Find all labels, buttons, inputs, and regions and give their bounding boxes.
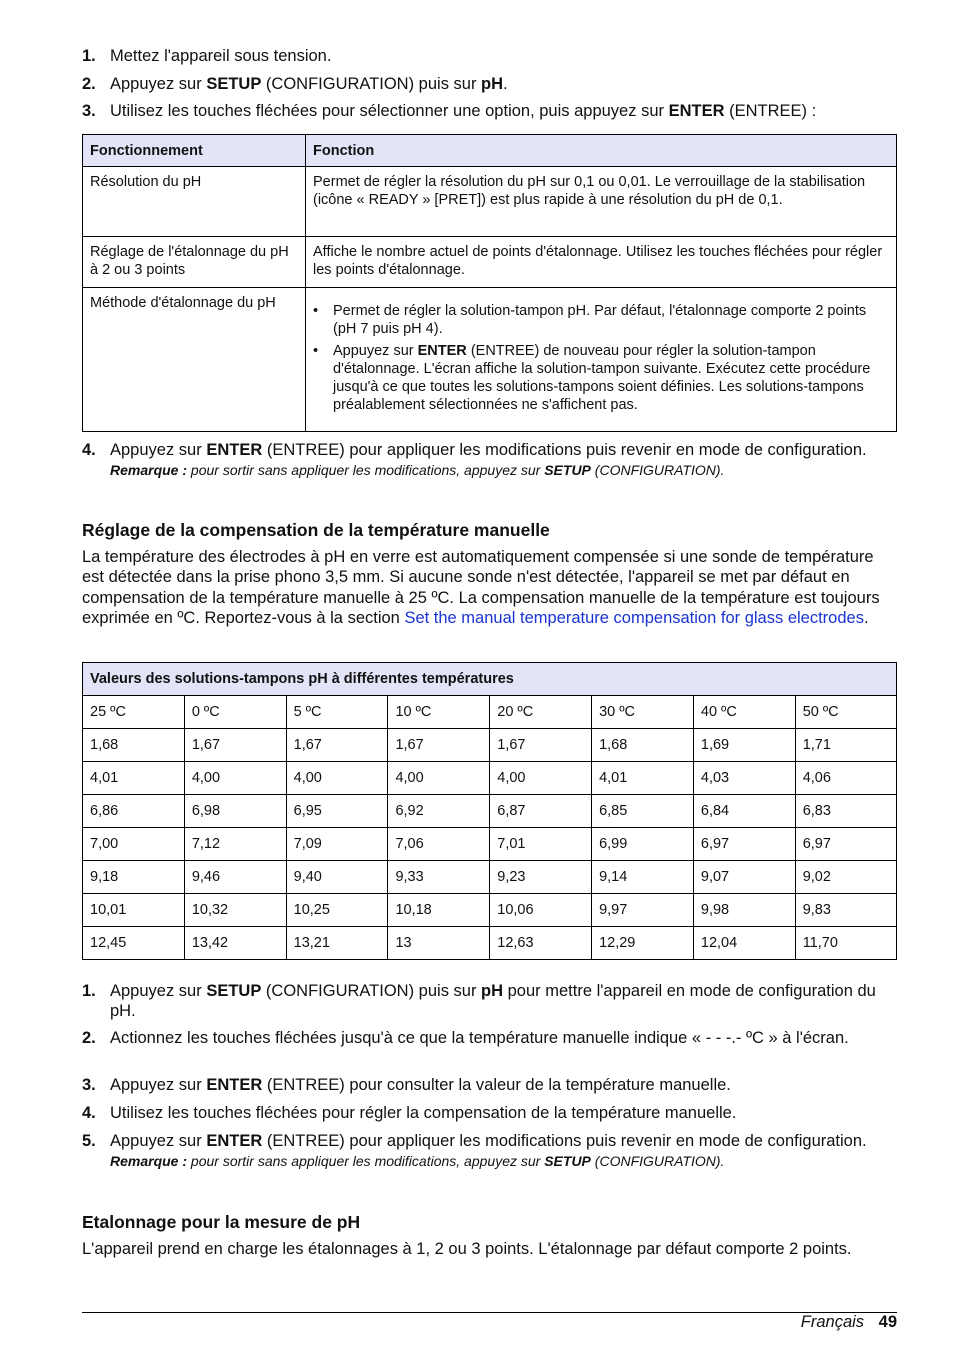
value-cell: 6,92 xyxy=(388,795,490,828)
footer-language: Français xyxy=(800,1313,865,1331)
buffer-table xyxy=(82,662,897,960)
temp-cell: 20 ºC xyxy=(490,696,592,729)
bullet-icon: • xyxy=(313,303,319,319)
temp-cell: 30 ºC xyxy=(592,696,694,729)
value-cell: 12,45 xyxy=(83,927,185,960)
value-cell: 9,83 xyxy=(795,894,896,927)
value-cell: 7,01 xyxy=(490,828,592,861)
step-b-3 xyxy=(82,1075,897,1095)
value-cell: 6,98 xyxy=(184,795,286,828)
value-cell: 1,71 xyxy=(795,729,896,762)
table-row xyxy=(83,795,897,828)
value-cell: 6,85 xyxy=(592,795,694,828)
header-fonction: Fonction xyxy=(306,135,897,167)
value-cell: 10,01 xyxy=(83,894,185,927)
temp-cell: 10 ºC xyxy=(388,696,490,729)
table-row xyxy=(83,828,897,861)
value-cell: 7,00 xyxy=(83,828,185,861)
value-cell: 12,63 xyxy=(490,927,592,960)
table-row xyxy=(83,762,897,795)
footer-divider xyxy=(82,1312,897,1313)
bullet-item: • Permet de régler la solution-tampon pH. Par défaut, l'étalonnage comporte 2 points (pH 7 puis pH 4). xyxy=(313,303,867,337)
step-number: 3. xyxy=(82,102,96,120)
table-row xyxy=(83,861,897,894)
value-cell: 6,99 xyxy=(592,828,694,861)
bullet-list xyxy=(313,302,889,414)
page-number: 49 xyxy=(878,1313,897,1331)
value-cell: 6,83 xyxy=(795,795,896,828)
function-table xyxy=(82,134,897,432)
step-text: Mettez l'appareil sous tension. xyxy=(110,47,332,65)
value-cell: 10,25 xyxy=(286,894,388,927)
value-cell: 9,33 xyxy=(388,861,490,894)
value-cell: 10,18 xyxy=(388,894,490,927)
value-cell: 4,00 xyxy=(286,762,388,795)
value-cell: 7,09 xyxy=(286,828,388,861)
section-paragraph-temperature: La température des électrodes à pH en verre est automatiquement compensée si une sonde de température est détectée dans la prise phono 3,5 mm. Si aucune sonde n'est détectée, l'appareil se met par défaut en compensation de la température manuelle à 25 ºC. La compensation manuelle de la température est toujours exprimée en ºC. Reportez-vous à la section Set the manual temperature compensation for glass electrodes. xyxy=(82,548,880,627)
row-function: Permet de régler la résolution du pH sur 0,1 ou 0,01. Le verrouillage de la stabilisation (icône « READY » [PRET]) est plus rapide à une résolution du pH de 0,1. xyxy=(306,167,897,237)
note: Remarque : pour sortir sans appliquer les modifications, appuyez sur SETUP (CONFIGURATION). xyxy=(110,462,725,478)
row-operation: Réglage de l'étalonnage du pH à 2 ou 3 points xyxy=(83,237,306,288)
step-a-1 xyxy=(82,46,897,66)
value-cell: 4,00 xyxy=(490,762,592,795)
value-cell: 9,14 xyxy=(592,861,694,894)
value-cell: 13 xyxy=(388,927,490,960)
step-b-1 xyxy=(82,981,897,1021)
link-manual-temperature[interactable]: Set the manual temperature compensation for glass electrodes xyxy=(404,608,864,627)
bullet-item: • Appuyez sur ENTER (ENTREE) de nouveau pour régler la solution-tampon d'étalonnage. L'écran affiche la solution-tampon suivante. Exécutez cette procédure jusqu'à ce que toutes les solutions-tampons soient définies. Les solutions-tampons préalablement sélectionnées ne s'affichent pas. xyxy=(313,343,871,413)
value-cell: 10,32 xyxy=(184,894,286,927)
step-number: 3. xyxy=(82,1076,96,1094)
value-cell: 6,86 xyxy=(83,795,185,828)
header-fonctionnement: Fonctionnement xyxy=(83,135,306,167)
table-row xyxy=(83,288,897,432)
step-number: 5. xyxy=(82,1132,96,1150)
temp-cell: 25 ºC xyxy=(83,696,185,729)
value-cell: 9,18 xyxy=(83,861,185,894)
value-cell: 4,03 xyxy=(693,762,795,795)
step-text: Appuyez sur SETUP (CONFIGURATION) puis sur pH. xyxy=(110,75,508,93)
value-cell: 1,67 xyxy=(388,729,490,762)
page-footer xyxy=(801,1311,897,1333)
step-text: Appuyez sur ENTER (ENTREE) pour appliquer les modifications puis revenir en mode de configuration. xyxy=(110,1132,867,1150)
bullet-icon: • xyxy=(313,343,319,359)
step-number: 1. xyxy=(82,982,96,1000)
table-header-row xyxy=(83,135,897,167)
table-row xyxy=(83,729,897,762)
value-cell: 4,06 xyxy=(795,762,896,795)
value-cell: 6,84 xyxy=(693,795,795,828)
value-cell: 6,97 xyxy=(795,828,896,861)
value-cell: 4,01 xyxy=(592,762,694,795)
step-number: 4. xyxy=(82,441,96,459)
value-cell: 12,29 xyxy=(592,927,694,960)
temp-cell: 5 ºC xyxy=(286,696,388,729)
value-cell: 13,21 xyxy=(286,927,388,960)
step-number: 2. xyxy=(82,75,96,93)
table-row xyxy=(83,927,897,960)
step-number: 2. xyxy=(82,1029,96,1047)
note: Remarque : pour sortir sans appliquer les modifications, appuyez sur SETUP (CONFIGURATION). xyxy=(110,1153,725,1169)
step-b-4 xyxy=(82,1103,897,1123)
value-cell: 4,01 xyxy=(83,762,185,795)
row-operation: Méthode d'étalonnage du pH xyxy=(83,288,306,432)
value-cell: 7,12 xyxy=(184,828,286,861)
step-b-5 xyxy=(82,1131,897,1171)
table-row xyxy=(83,894,897,927)
value-cell: 9,97 xyxy=(592,894,694,927)
buffer-table-title: Valeurs des solutions-tampons pH à différentes températures xyxy=(83,663,897,696)
value-cell: 9,46 xyxy=(184,861,286,894)
value-cell: 9,98 xyxy=(693,894,795,927)
step-text: Appuyez sur ENTER (ENTREE) pour consulter la valeur de la température manuelle. xyxy=(110,1076,731,1094)
value-cell: 4,00 xyxy=(388,762,490,795)
value-cell: 9,40 xyxy=(286,861,388,894)
section-title-calibration: Etalonnage pour la mesure de pH xyxy=(82,1212,361,1232)
value-cell: 11,70 xyxy=(795,927,896,960)
value-cell: 10,06 xyxy=(490,894,592,927)
value-cell: 9,23 xyxy=(490,861,592,894)
value-cell: 1,69 xyxy=(693,729,795,762)
value-cell: 4,00 xyxy=(184,762,286,795)
value-cell: 7,06 xyxy=(388,828,490,861)
row-function xyxy=(306,288,897,432)
table-row xyxy=(83,167,897,237)
step-text: Appuyez sur SETUP (CONFIGURATION) puis sur pH pour mettre l'appareil en mode de configuration du pH. xyxy=(110,982,876,1020)
temperature-row xyxy=(83,696,897,729)
section-title-temperature: Réglage de la compensation de la température manuelle xyxy=(82,520,550,540)
value-cell: 1,67 xyxy=(286,729,388,762)
value-cell: 6,87 xyxy=(490,795,592,828)
step-a-4 xyxy=(82,440,897,480)
value-cell: 1,68 xyxy=(592,729,694,762)
table-row xyxy=(83,237,897,288)
step-b-2 xyxy=(82,1028,897,1048)
value-cell: 9,02 xyxy=(795,861,896,894)
table-title-row xyxy=(83,663,897,696)
step-number: 1. xyxy=(82,47,96,65)
value-cell: 1,68 xyxy=(83,729,185,762)
temp-cell: 0 ºC xyxy=(184,696,286,729)
value-cell: 1,67 xyxy=(490,729,592,762)
step-number: 4. xyxy=(82,1104,96,1122)
value-cell: 13,42 xyxy=(184,927,286,960)
step-text: Appuyez sur ENTER (ENTREE) pour appliquer les modifications puis revenir en mode de configuration. xyxy=(110,441,867,459)
value-cell: 12,04 xyxy=(693,927,795,960)
value-cell: 6,97 xyxy=(693,828,795,861)
step-a-3 xyxy=(82,101,897,121)
step-text: Utilisez les touches fléchées pour régler la compensation de la température manuelle. xyxy=(110,1104,737,1122)
row-operation: Résolution du pH xyxy=(83,167,306,237)
step-text: Actionnez les touches fléchées jusqu'à ce que la température manuelle indique « - - -.- ºC » à l'écran. xyxy=(110,1029,849,1047)
section-paragraph-calibration: L'appareil prend en charge les étalonnages à 1, 2 ou 3 points. L'étalonnage par défaut comporte 2 points. xyxy=(82,1240,852,1258)
value-cell: 6,95 xyxy=(286,795,388,828)
step-a-2 xyxy=(82,74,897,94)
step-text: Utilisez les touches fléchées pour sélectionner une option, puis appuyez sur ENTER (ENTREE) : xyxy=(110,102,817,120)
value-cell: 9,07 xyxy=(693,861,795,894)
temp-cell: 40 ºC xyxy=(693,696,795,729)
temp-cell: 50 ºC xyxy=(795,696,896,729)
value-cell: 1,67 xyxy=(184,729,286,762)
row-function: Affiche le nombre actuel de points d'étalonnage. Utilisez les touches fléchées pour régler les points d'étalonnage. xyxy=(306,237,897,288)
